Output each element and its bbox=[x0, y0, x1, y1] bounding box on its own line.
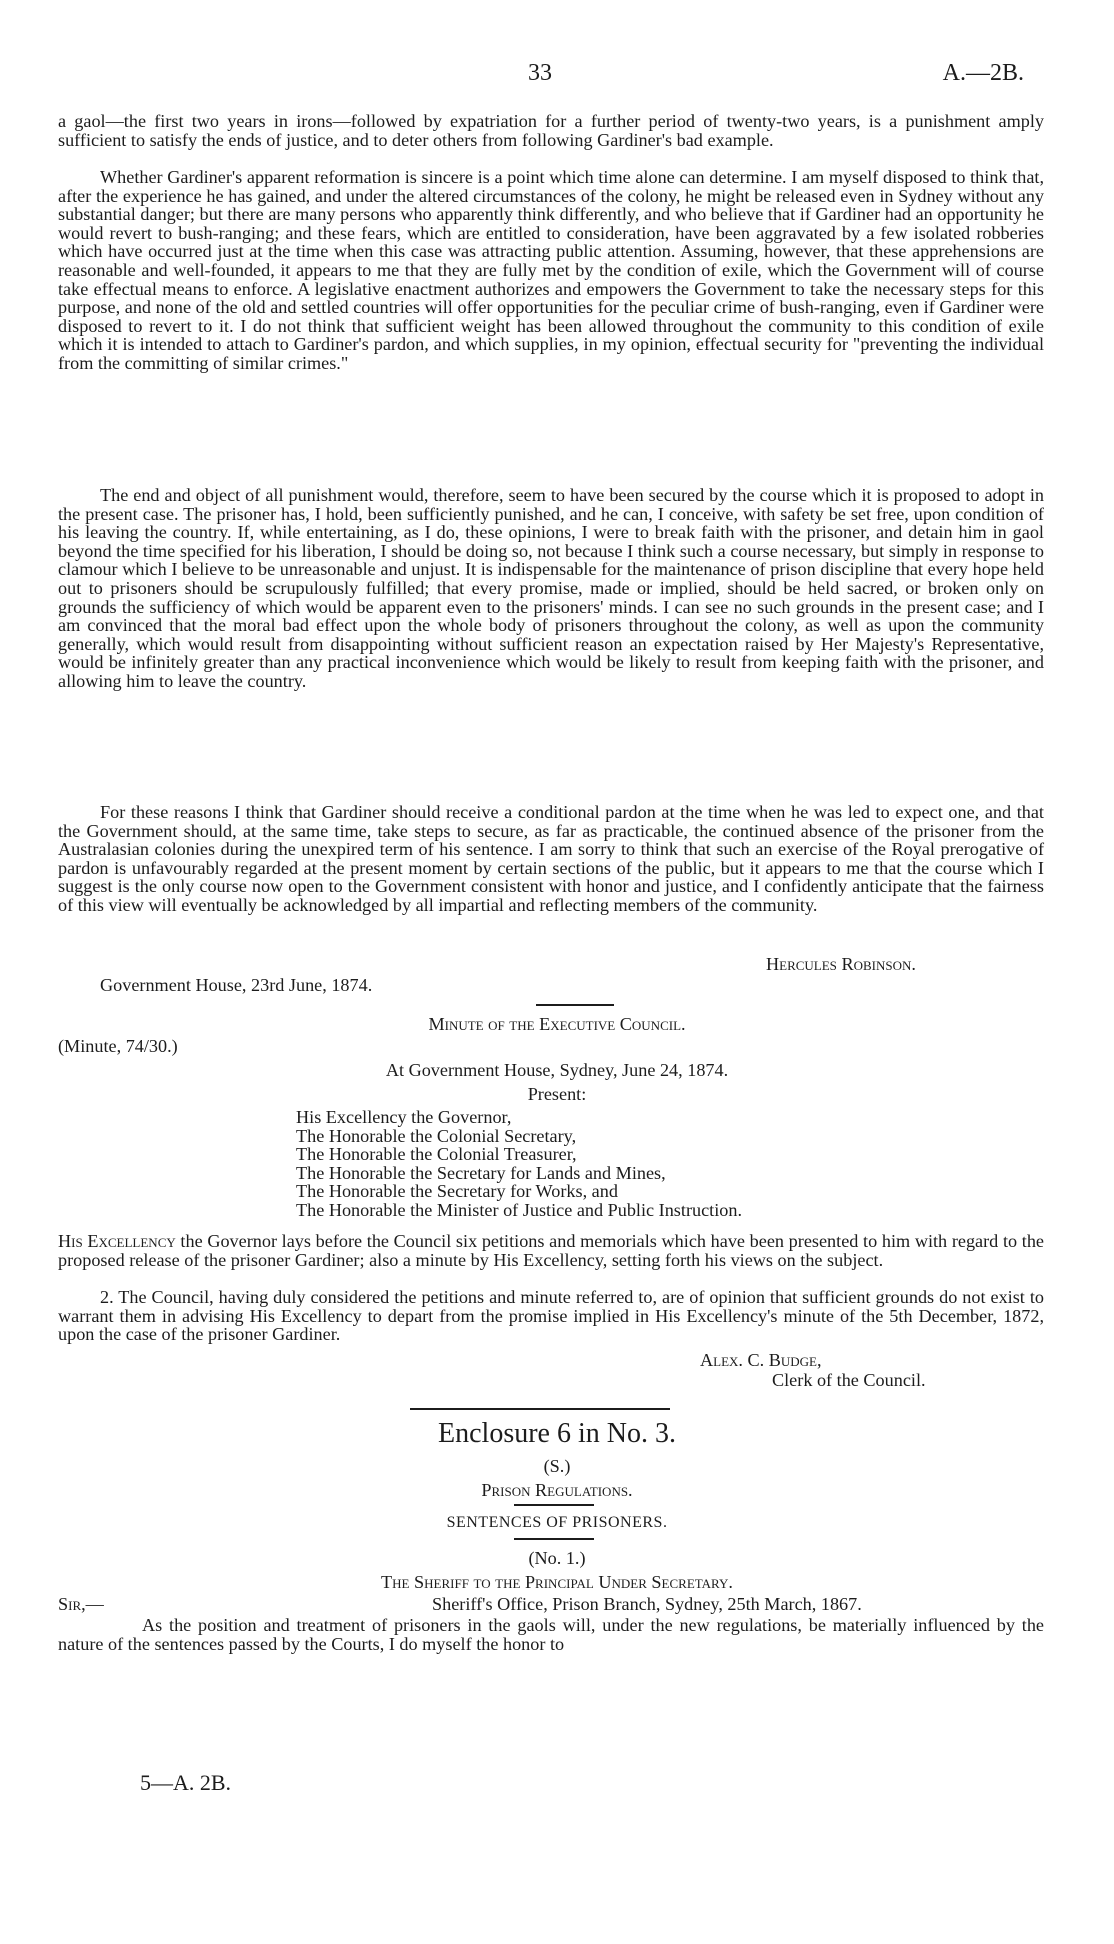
list-item: The Honorable the Secretary for Works, and bbox=[296, 1181, 618, 1202]
page-number: 33 bbox=[528, 60, 552, 86]
minute-title: Minute of the Executive Council. bbox=[428, 1014, 686, 1034]
document-reference: A.—2B. bbox=[942, 60, 1024, 86]
minute-paragraph-1 bbox=[58, 1232, 1044, 1269]
list-item: The Honorable the Secretary for Lands and Mines, bbox=[296, 1162, 666, 1183]
list-item: The Honorable the Colonial Treasurer, bbox=[296, 1144, 577, 1165]
minute-paragraph-2: 2. The Council, having duly considered the petitions and minute referred to, are of opinion that sufficient grounds do not exist to warrant them in advising His Excellency to depart from the promise implied in His Excellency's minute of the 5th December, 1872, upon the case of the prisoner Gardiner. bbox=[58, 1287, 1044, 1345]
minute-paragraph-1-text: the Governor lays before the Council six petitions and memorials which have been presented to him with regard to the proposed release of the prisoner Gardiner; also a minute by His Excellency, setting forth his views on the subject. bbox=[58, 1231, 1044, 1270]
minute-margin-ref: (Minute, 74/30.) bbox=[58, 1036, 178, 1056]
present-label: Present: bbox=[527, 1084, 587, 1104]
signature-robinson: Hercules Robinson. bbox=[766, 954, 916, 974]
minute-lead: His Excellency bbox=[58, 1231, 176, 1251]
enclosure-label: (S.) bbox=[543, 1456, 571, 1476]
heading-rule bbox=[514, 1538, 594, 1540]
subtitle-rule bbox=[514, 1504, 594, 1506]
enclosure-subtitle: Prison Regulations. bbox=[481, 1480, 633, 1500]
enclosure-heading: SENTENCES OF PRISONERS. bbox=[446, 1514, 668, 1531]
minute-place-date: At Government House, Sydney, June 24, 1874. bbox=[385, 1060, 729, 1080]
letter-from-to: The Sheriff to the Principal Under Secretary. bbox=[381, 1572, 733, 1592]
page-footer: 5—A. 2B. bbox=[140, 1770, 232, 1795]
section-rule bbox=[536, 1004, 614, 1006]
enclosure-rule bbox=[410, 1408, 670, 1410]
dateline-government-house: Government House, 23rd June, 1874. bbox=[100, 975, 373, 995]
paragraph-conclusion: For these reasons I think that Gardiner should receive a conditional pardon at the time when he was led to expect one, and that the Government should, at the same time, take steps to secure, as far as practicable, the continued absence of the prisoner from the Australasian colonies during the unexpired term of his sentence. I am sorry to think that such an exercise of the Royal prerogative of pardon is unfavourably regarded at the present moment by certain sections of the public, but it appears to me that the course which I suggest is the only course now open to the Government consistent with honor and justice, and I confidently anticipate that the fairness of this view will eventually be acknowledged by all impartial and reflecting members of the community. bbox=[58, 802, 1044, 915]
paragraph-reformation: Whether Gardiner's apparent reformation is sincere is a point which time alone can determine. I am myself disposed to think that, after the experience he has gained, and under the altered circumstances of the colony, he might be released even in Sydney without any substantial danger; but there are many persons who apparently think differently, and who believe that if Gardiner had an opportunity he would revert to bush-ranging; and these fears, which are entitled to consideration, have been aggravated by a few isolated robberies which have occurred just at the time when this case was attracting public attention. Assuming, however, that these apprehensions are reasonable and well-founded, it appears to me that they are fully met by the condition of exile, which the Government will of course take effectual means to enforce. A legislative enactment authorizes and empowers the Government to take the necessary steps for this purpose, and none of the old and settled countries will offer opportunities for the peculiar crime of bush-ranging, even if Gardiner were disposed to revert to it. I do not think that sufficient weight has been allowed throughout the community to this condition of exile which it is intended to attach to Gardiner's pardon, and which supplies, in my opinion, effectual security for "preventing the individual from the committing of similar crimes." bbox=[58, 167, 1044, 373]
list-item: The Honorable the Colonial Secretary, bbox=[296, 1125, 577, 1146]
letter-number: (No. 1.) bbox=[528, 1548, 586, 1568]
paragraph-punishment: The end and object of all punishment would, therefore, seem to have been secured by the course which it is proposed to adopt in the present case. The prisoner has, I hold, been sufficiently punished, and he can, I conceive, with safety be set free, upon condition of his leaving the country. If, while entertaining, as I do, these opinions, I were to break faith with the prisoner, and detain him in gaol beyond the time specified for his liberation, I should be doing so, not because I think such a course necessary, but simply in response to clamour which I believe to be unreasonable and unjust. It is indispensable for the maintenance of prison discipline that every hope held out to prisoners should be scrupulously fulfilled; that every promise, made or implied, should be held sacred, or broken only on grounds the sufficiency of which would be apparent even to the prisoners' minds. I can see no such grounds in the present case; and I am convinced that the moral bad effect upon the whole body of prisoners throughout the colony, as well as upon the community generally, which would result from disappointing without sufficient reason an expectation raised by Her Majesty's Representative, would be infinitely greater than any practical inconvenience which would be likely to result from keeping faith with the prisoner, and allowing him to leave the country. bbox=[58, 485, 1044, 691]
present-list bbox=[296, 1108, 742, 1220]
paragraph-continuation: a gaol—the first two years in irons—followed by expatriation for a further period of twenty-two years, is a punishment amply sufficient to satisfy the ends of justice, and to deter others from following Gardiner's bad example. bbox=[58, 111, 1044, 150]
letter-address: Sheriff's Office, Prison Branch, Sydney, 25th March, 1867. bbox=[432, 1594, 862, 1614]
enclosure-title: Enclosure 6 in No. 3. bbox=[438, 1418, 676, 1449]
signature-budge: Alex. C. Budge, bbox=[700, 1350, 822, 1370]
letter-body: As the position and treatment of prisoners in the gaols will, under the new regulations, be materially influenced by the nature of the sentences passed by the Courts, I do myself the honor to bbox=[58, 1615, 1044, 1654]
list-item: His Excellency the Governor, bbox=[296, 1107, 512, 1127]
signature-title: Clerk of the Council. bbox=[772, 1370, 926, 1390]
list-item: The Honorable the Minister of Justice and Public Instruction. bbox=[296, 1199, 743, 1220]
letter-salutation: Sir,— bbox=[58, 1594, 104, 1614]
